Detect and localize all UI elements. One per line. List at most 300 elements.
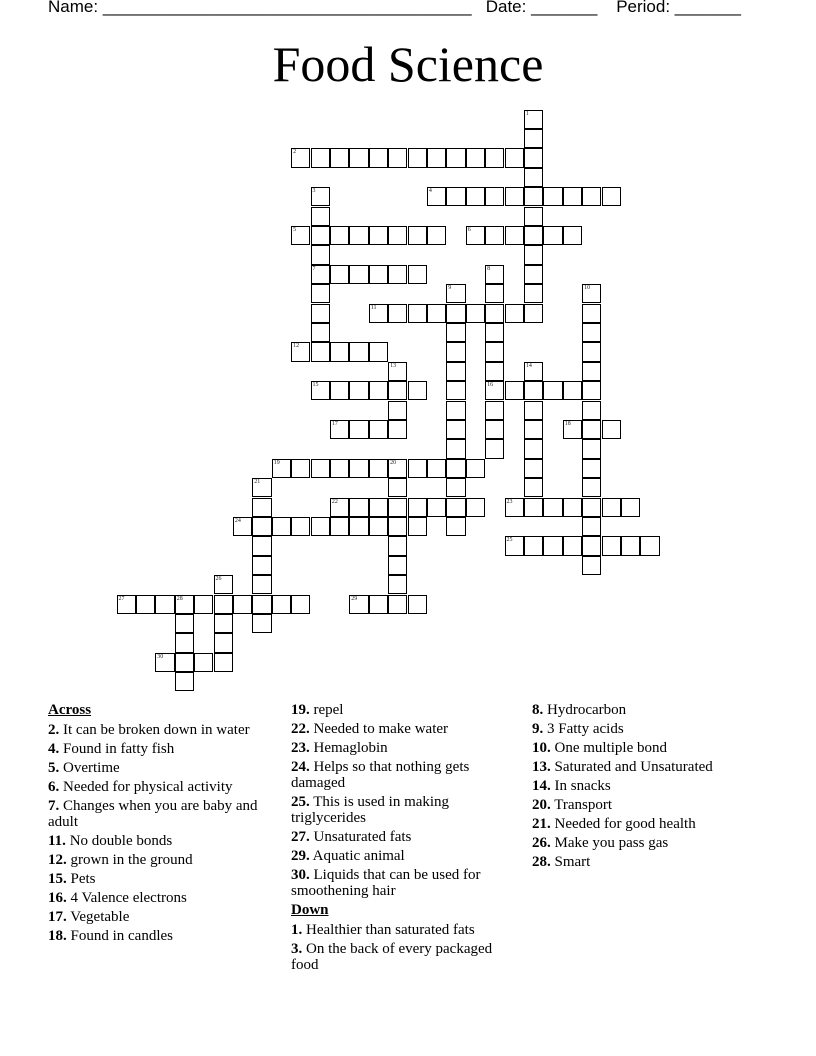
grid-cell[interactable] xyxy=(543,536,562,555)
grid-cell[interactable] xyxy=(524,129,543,148)
grid-cell[interactable] xyxy=(582,187,601,206)
clue-number: 18 xyxy=(564,420,571,427)
across-clue xyxy=(48,798,273,830)
clue-text: Aquatic animal xyxy=(309,848,405,864)
clue-number: 27 xyxy=(118,595,125,602)
grid-cell[interactable] xyxy=(505,498,524,517)
clue-text: No double bonds xyxy=(65,833,173,849)
grid-cell[interactable] xyxy=(369,265,388,284)
grid-cell[interactable] xyxy=(485,265,504,284)
across-clue xyxy=(48,928,273,944)
grid-cell[interactable] xyxy=(330,226,349,245)
clue-label-number: 20. xyxy=(532,797,551,813)
grid-cell[interactable] xyxy=(388,498,407,517)
grid-cell[interactable] xyxy=(311,459,330,478)
clue-text: Vegetable xyxy=(66,909,130,925)
grid-cell[interactable] xyxy=(388,304,407,323)
across-clue xyxy=(291,759,521,791)
grid-cell[interactable] xyxy=(524,265,543,284)
grid-cell[interactable] xyxy=(291,459,310,478)
clue-number: 4 xyxy=(428,188,432,195)
grid-cell[interactable] xyxy=(311,245,330,264)
grid-cell[interactable] xyxy=(524,362,543,381)
grid-cell[interactable] xyxy=(349,595,368,614)
clue-label-number: 27. xyxy=(291,829,310,845)
grid-cell[interactable] xyxy=(543,187,562,206)
grid-cell[interactable] xyxy=(369,459,388,478)
grid-cell[interactable] xyxy=(524,207,543,226)
grid-cell[interactable] xyxy=(446,362,465,381)
grid-cell[interactable] xyxy=(427,226,446,245)
grid-cell[interactable] xyxy=(214,633,233,652)
grid-cell[interactable] xyxy=(563,187,582,206)
grid-cell[interactable] xyxy=(524,226,543,245)
clue-number: 9 xyxy=(448,285,452,292)
clue-label-number: 9. xyxy=(532,721,544,737)
grid-cell[interactable] xyxy=(466,498,485,517)
grid-cell[interactable] xyxy=(408,595,427,614)
grid-cell[interactable] xyxy=(311,323,330,342)
grid-cell[interactable] xyxy=(582,459,601,478)
grid-cell[interactable] xyxy=(311,187,330,206)
grid-cell[interactable] xyxy=(582,498,601,517)
grid-cell[interactable] xyxy=(388,595,407,614)
period-label: Period: xyxy=(616,0,671,16)
grid-cell[interactable] xyxy=(524,148,543,167)
clue-number: 6 xyxy=(467,226,471,233)
clue-text: Saturated and Unsaturated xyxy=(550,759,713,775)
clue-label-number: 4. xyxy=(48,741,60,757)
grid-cell[interactable] xyxy=(524,536,543,555)
grid-cell[interactable] xyxy=(446,284,465,303)
grid-cell[interactable] xyxy=(446,304,465,323)
clue-text: Liquids that can be used for smoothening hair xyxy=(291,867,481,899)
across-clue xyxy=(48,779,273,795)
grid-cell[interactable] xyxy=(563,536,582,555)
clue-text: Overtime xyxy=(59,760,120,776)
grid-cell[interactable] xyxy=(369,148,388,167)
grid-cell[interactable] xyxy=(563,498,582,517)
grid-cell[interactable] xyxy=(582,517,601,536)
grid-cell[interactable] xyxy=(582,362,601,381)
grid-cell[interactable] xyxy=(136,595,155,614)
down-clue xyxy=(532,759,757,775)
grid-cell[interactable] xyxy=(291,342,310,361)
grid-cell[interactable] xyxy=(524,187,543,206)
date-blank[interactable]: _______ xyxy=(531,0,598,16)
grid-cell[interactable] xyxy=(524,401,543,420)
grid-cell[interactable] xyxy=(446,401,465,420)
across-clue xyxy=(291,702,521,718)
grid-cell[interactable] xyxy=(446,342,465,361)
grid-cell[interactable] xyxy=(369,381,388,400)
across-clue xyxy=(291,848,521,864)
clue-label-number: 24. xyxy=(291,759,310,775)
grid-cell[interactable] xyxy=(214,614,233,633)
grid-cell[interactable] xyxy=(388,265,407,284)
grid-cell[interactable] xyxy=(311,381,330,400)
down-clue xyxy=(532,740,757,756)
grid-cell[interactable] xyxy=(388,401,407,420)
clue-number: 5 xyxy=(293,226,297,233)
grid-cell[interactable] xyxy=(117,595,136,614)
grid-cell[interactable] xyxy=(349,226,368,245)
across-clue xyxy=(48,833,273,849)
grid-cell[interactable] xyxy=(408,498,427,517)
grid-cell[interactable] xyxy=(155,653,174,672)
grid-cell[interactable] xyxy=(252,536,271,555)
grid-cell[interactable] xyxy=(233,517,252,536)
clue-text: Make you pass gas xyxy=(550,835,669,851)
grid-cell[interactable] xyxy=(311,265,330,284)
across-heading: Across xyxy=(48,702,92,718)
grid-cell[interactable] xyxy=(330,381,349,400)
clue-text: Transport xyxy=(550,797,613,813)
grid-cell[interactable] xyxy=(272,459,291,478)
grid-cell[interactable] xyxy=(524,168,543,187)
clue-label-number: 26. xyxy=(532,835,551,851)
down-clue xyxy=(532,778,757,794)
grid-cell[interactable] xyxy=(466,187,485,206)
grid-cell[interactable] xyxy=(252,498,271,517)
grid-cell[interactable] xyxy=(582,381,601,400)
grid-cell[interactable] xyxy=(330,342,349,361)
clue-number: 11 xyxy=(370,304,377,311)
grid-cell[interactable] xyxy=(175,672,194,691)
across-clue xyxy=(48,741,273,757)
grid-cell[interactable] xyxy=(582,478,601,497)
across-clue xyxy=(48,871,273,887)
clue-label-number: 25. xyxy=(291,794,310,810)
clue-label-number: 29. xyxy=(291,848,310,864)
grid-cell[interactable] xyxy=(582,439,601,458)
grid-cell[interactable] xyxy=(485,226,504,245)
grid-cell[interactable] xyxy=(252,575,271,594)
down-clue xyxy=(532,816,757,832)
grid-cell[interactable] xyxy=(446,148,465,167)
grid-cell[interactable] xyxy=(582,420,601,439)
grid-cell[interactable] xyxy=(291,148,310,167)
grid-cell[interactable] xyxy=(369,226,388,245)
clue-label-number: 7. xyxy=(48,798,60,814)
grid-cell[interactable] xyxy=(349,342,368,361)
grid-cell[interactable] xyxy=(505,381,524,400)
grid-cell[interactable] xyxy=(291,517,310,536)
grid-cell[interactable] xyxy=(446,498,465,517)
grid-cell[interactable] xyxy=(349,517,368,536)
clues-column-1 xyxy=(48,702,273,947)
grid-cell[interactable] xyxy=(330,517,349,536)
grid-cell[interactable] xyxy=(640,536,659,555)
grid-cell[interactable] xyxy=(330,148,349,167)
grid-cell[interactable] xyxy=(388,381,407,400)
grid-cell[interactable] xyxy=(388,226,407,245)
grid-cell[interactable] xyxy=(524,498,543,517)
clue-number: 12 xyxy=(293,343,300,350)
grid-cell[interactable] xyxy=(291,595,310,614)
grid-cell[interactable] xyxy=(311,284,330,303)
grid-cell[interactable] xyxy=(330,459,349,478)
grid-cell[interactable] xyxy=(252,517,271,536)
grid-cell[interactable] xyxy=(388,148,407,167)
grid-cell[interactable] xyxy=(524,439,543,458)
grid-cell[interactable] xyxy=(505,304,524,323)
grid-cell[interactable] xyxy=(485,362,504,381)
grid-cell[interactable] xyxy=(582,536,601,555)
grid-cell[interactable] xyxy=(369,304,388,323)
grid-cell[interactable] xyxy=(408,148,427,167)
clue-number: 22 xyxy=(331,498,338,505)
grid-cell[interactable] xyxy=(446,420,465,439)
grid-cell[interactable] xyxy=(330,498,349,517)
grid-cell[interactable] xyxy=(349,498,368,517)
grid-cell[interactable] xyxy=(408,226,427,245)
grid-cell[interactable] xyxy=(485,381,504,400)
grid-cell[interactable] xyxy=(466,148,485,167)
clue-label-number: 14. xyxy=(532,778,551,794)
grid-cell[interactable] xyxy=(485,148,504,167)
grid-cell[interactable] xyxy=(330,265,349,284)
grid-cell[interactable] xyxy=(563,226,582,245)
clue-number: 29 xyxy=(351,595,358,602)
grid-cell[interactable] xyxy=(369,517,388,536)
clue-text: Pets xyxy=(66,871,96,887)
grid-cell[interactable] xyxy=(582,342,601,361)
grid-cell[interactable] xyxy=(369,595,388,614)
grid-cell[interactable] xyxy=(349,265,368,284)
clue-number: 15 xyxy=(312,382,319,389)
clue-number: 14 xyxy=(525,362,532,369)
grid-cell[interactable] xyxy=(466,459,485,478)
clue-text: In snacks xyxy=(550,778,611,794)
grid-cell[interactable] xyxy=(427,459,446,478)
clue-text: 3 Fatty acids xyxy=(543,721,624,737)
across-clue xyxy=(291,794,521,826)
grid-cell[interactable] xyxy=(505,187,524,206)
clue-text: Changes when you are baby and adult xyxy=(48,798,258,830)
across-clue xyxy=(291,867,521,899)
grid-cell[interactable] xyxy=(602,187,621,206)
down-clue xyxy=(532,702,757,718)
grid-cell[interactable] xyxy=(388,459,407,478)
clue-text: One multiple bond xyxy=(550,740,667,756)
grid-cell[interactable] xyxy=(214,595,233,614)
grid-cell[interactable] xyxy=(485,420,504,439)
across-clue xyxy=(48,909,273,925)
grid-cell[interactable] xyxy=(214,653,233,672)
grid-cell[interactable] xyxy=(408,265,427,284)
across-clue xyxy=(291,721,521,737)
grid-cell[interactable] xyxy=(582,284,601,303)
clue-text: Needed for physical activity xyxy=(59,779,233,795)
grid-cell[interactable] xyxy=(349,148,368,167)
grid-cell[interactable] xyxy=(446,323,465,342)
grid-cell[interactable] xyxy=(582,323,601,342)
grid-cell[interactable] xyxy=(543,226,562,245)
grid-cell[interactable] xyxy=(446,187,465,206)
grid-cell[interactable] xyxy=(175,595,194,614)
grid-cell[interactable] xyxy=(543,381,562,400)
grid-cell[interactable] xyxy=(408,304,427,323)
grid-cell[interactable] xyxy=(408,459,427,478)
grid-cell[interactable] xyxy=(485,187,504,206)
grid-cell[interactable] xyxy=(563,381,582,400)
grid-cell[interactable] xyxy=(485,304,504,323)
clue-label-number: 13. xyxy=(532,759,551,775)
grid-cell[interactable] xyxy=(466,304,485,323)
grid-cell[interactable] xyxy=(272,595,291,614)
grid-cell[interactable] xyxy=(505,536,524,555)
grid-cell[interactable] xyxy=(349,381,368,400)
grid-cell[interactable] xyxy=(524,459,543,478)
grid-cell[interactable] xyxy=(524,284,543,303)
grid-cell[interactable] xyxy=(524,420,543,439)
grid-cell[interactable] xyxy=(252,478,271,497)
clue-label-number: 2. xyxy=(48,722,60,738)
clue-label-number: 3. xyxy=(291,941,303,957)
grid-cell[interactable] xyxy=(524,110,543,129)
grid-cell[interactable] xyxy=(175,614,194,633)
grid-cell[interactable] xyxy=(175,633,194,652)
clue-text: On the back of every packaged food xyxy=(291,941,493,973)
grid-cell[interactable] xyxy=(194,653,213,672)
grid-cell[interactable] xyxy=(485,284,504,303)
grid-cell[interactable] xyxy=(349,420,368,439)
grid-cell[interactable] xyxy=(388,536,407,555)
grid-cell[interactable] xyxy=(602,536,621,555)
clue-number: 2 xyxy=(293,149,297,156)
grid-cell[interactable] xyxy=(252,595,271,614)
down-clue xyxy=(532,721,757,737)
grid-cell[interactable] xyxy=(446,439,465,458)
grid-cell[interactable] xyxy=(408,381,427,400)
grid-cell[interactable] xyxy=(505,226,524,245)
grid-cell[interactable] xyxy=(602,420,621,439)
grid-cell[interactable] xyxy=(175,653,194,672)
grid-cell[interactable] xyxy=(543,498,562,517)
across-clue xyxy=(48,852,273,868)
grid-cell[interactable] xyxy=(524,478,543,497)
grid-cell[interactable] xyxy=(369,420,388,439)
clues-column-3 xyxy=(532,702,757,873)
grid-cell[interactable] xyxy=(582,556,601,575)
clue-label-number: 12. xyxy=(48,852,67,868)
grid-cell[interactable] xyxy=(155,595,174,614)
grid-cell[interactable] xyxy=(252,556,271,575)
grid-cell[interactable] xyxy=(621,536,640,555)
period-blank[interactable]: _______ xyxy=(674,0,741,16)
clue-number: 17 xyxy=(331,420,338,427)
grid-cell[interactable] xyxy=(505,148,524,167)
grid-cell[interactable] xyxy=(485,439,504,458)
grid-cell[interactable] xyxy=(311,148,330,167)
down-clue xyxy=(291,922,521,938)
grid-cell[interactable] xyxy=(446,478,465,497)
grid-cell[interactable] xyxy=(272,517,291,536)
clue-label-number: 10. xyxy=(532,740,551,756)
grid-cell[interactable] xyxy=(446,381,465,400)
grid-cell[interactable] xyxy=(427,187,446,206)
name-label: Name: xyxy=(48,0,99,16)
grid-cell[interactable] xyxy=(311,342,330,361)
across-clue xyxy=(291,829,521,845)
grid-cell[interactable] xyxy=(427,498,446,517)
grid-cell[interactable] xyxy=(388,362,407,381)
down-clue xyxy=(291,941,521,973)
grid-cell[interactable] xyxy=(388,420,407,439)
clue-label-number: 8. xyxy=(532,702,544,718)
down-clue xyxy=(532,835,757,851)
grid-cell[interactable] xyxy=(602,498,621,517)
grid-cell[interactable] xyxy=(369,498,388,517)
grid-cell[interactable] xyxy=(291,226,310,245)
grid-cell[interactable] xyxy=(485,323,504,342)
grid-cell[interactable] xyxy=(524,304,543,323)
grid-cell[interactable] xyxy=(194,595,213,614)
grid-cell[interactable] xyxy=(582,401,601,420)
grid-cell[interactable] xyxy=(388,575,407,594)
grid-cell[interactable] xyxy=(311,517,330,536)
clue-number: 30 xyxy=(157,653,164,660)
grid-cell[interactable] xyxy=(408,517,427,536)
grid-cell[interactable] xyxy=(485,401,504,420)
grid-cell[interactable] xyxy=(427,304,446,323)
grid-cell[interactable] xyxy=(427,148,446,167)
clue-text: Healthier than saturated fats xyxy=(302,922,475,938)
grid-cell[interactable] xyxy=(311,207,330,226)
grid-cell[interactable] xyxy=(330,420,349,439)
grid-cell[interactable] xyxy=(388,517,407,536)
clue-text: repel xyxy=(309,702,344,718)
grid-cell[interactable] xyxy=(349,459,368,478)
grid-cell[interactable] xyxy=(311,226,330,245)
clue-text: grown in the ground xyxy=(66,852,193,868)
grid-cell[interactable] xyxy=(214,575,233,594)
grid-cell[interactable] xyxy=(388,556,407,575)
clue-number: 25 xyxy=(506,537,513,544)
clue-text: Found in fatty fish xyxy=(59,741,175,757)
clue-label-number: 28. xyxy=(532,854,551,870)
grid-cell[interactable] xyxy=(446,459,465,478)
grid-cell[interactable] xyxy=(621,498,640,517)
clue-number: 20 xyxy=(390,459,397,466)
clue-text: This is used in making triglycerides xyxy=(291,794,450,826)
down-clue xyxy=(532,854,757,870)
grid-cell[interactable] xyxy=(582,304,601,323)
grid-cell[interactable] xyxy=(524,381,543,400)
grid-cell[interactable] xyxy=(252,614,271,633)
clue-label-number: 16. xyxy=(48,890,67,906)
across-clue xyxy=(48,890,273,906)
clue-number: 13 xyxy=(390,362,397,369)
grid-cell[interactable] xyxy=(524,245,543,264)
down-clue xyxy=(532,797,757,813)
clue-label-number: 6. xyxy=(48,779,60,795)
grid-cell[interactable] xyxy=(369,342,388,361)
across-clue xyxy=(48,722,273,738)
grid-cell[interactable] xyxy=(446,517,465,536)
grid-cell[interactable] xyxy=(466,226,485,245)
clue-number: 21 xyxy=(254,479,261,486)
grid-cell[interactable] xyxy=(388,478,407,497)
grid-cell[interactable] xyxy=(485,342,504,361)
grid-cell[interactable] xyxy=(563,420,582,439)
grid-cell[interactable] xyxy=(233,595,252,614)
name-blank[interactable]: _______________________________________ xyxy=(102,0,472,16)
clue-text: It can be broken down in water xyxy=(59,722,250,738)
grid-cell[interactable] xyxy=(311,304,330,323)
clue-text: 4 Valence electrons xyxy=(66,890,187,906)
